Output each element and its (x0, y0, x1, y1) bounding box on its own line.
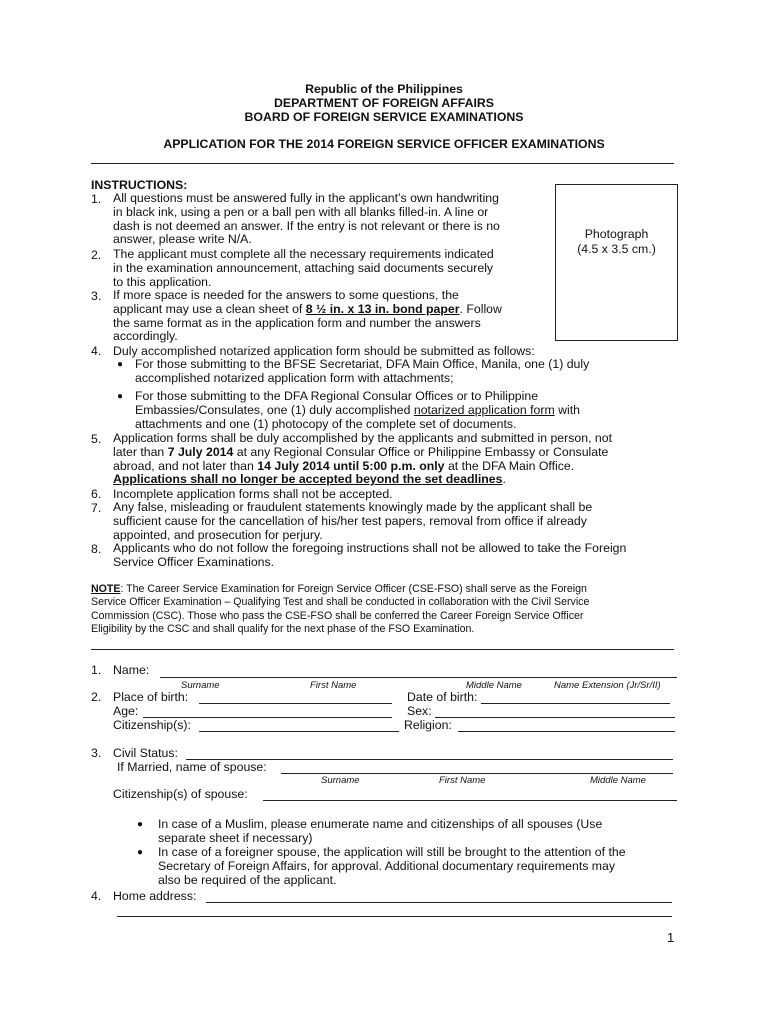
instruction-2-line: The applicant must complete all the necessary requirements indicated (113, 247, 494, 261)
muslim-note (158, 818, 677, 846)
instruction-2-line: to this application. (113, 274, 212, 289)
instructions-heading: INSTRUCTIONS: (91, 178, 188, 192)
page-number: 1 (667, 930, 675, 945)
instruction-3-text: . Follow (459, 301, 502, 316)
instruction-1-line: answer, please write N/A. (113, 232, 252, 247)
q4-number: 4. (91, 889, 102, 903)
civil-status-label: Civil Status: (113, 746, 178, 760)
instruction-4-lead: Duly accomplished notarized application form should be submitted as follows: (113, 344, 535, 358)
bullet-icon: ● (137, 847, 144, 858)
instruction-3 (113, 289, 540, 344)
note-line (91, 583, 677, 596)
header-divider (91, 163, 674, 164)
instruction-2-number: 2. (91, 248, 102, 262)
bullet-icon: ● (137, 819, 144, 830)
bond-paper-size: 8 ½ in. x 13 in. bond paper (305, 301, 460, 316)
instruction-5-line (113, 446, 677, 460)
instruction-5-text: at the DFA Main Office. (444, 458, 575, 473)
instruction-5-line: Application forms shall be duly accomplished by the applicants and submitted in person, not (113, 431, 612, 445)
instruction-5-number: 5. (91, 432, 102, 446)
name-field[interactable] (160, 677, 677, 678)
photograph-box (555, 184, 678, 341)
instruction-1-line: in black ink, using a pen or a ball pen with all blanks filled-in. A line or (113, 204, 489, 219)
header-republic: Republic of the Philippines (305, 82, 463, 96)
name-sub-extension: Name Extension (Jr/Sr/II) (554, 680, 661, 691)
notarized-application-form: notarized application form (413, 402, 555, 417)
form-title: APPLICATION FOR THE 2014 FOREIGN SERVICE OFFICER EXAMINATIONS (163, 137, 605, 151)
place-of-birth-field[interactable] (199, 703, 392, 704)
age-label: Age: (113, 704, 139, 718)
instruction-6: Incomplete application forms shall not be accepted. (113, 487, 393, 501)
citizenship-field[interactable] (199, 731, 399, 732)
instruction-7-line: appointed, and prosecution for perjury. (113, 527, 323, 542)
note-line: Service Officer Examination – Qualifying Test and shall be conducted in collaboration with the Civil Service (91, 596, 590, 609)
photograph-label: Photograph (584, 227, 649, 241)
home-address-label: Home address: (113, 889, 197, 903)
name-label: Name: (113, 663, 150, 677)
instruction-8-line: Applicants who do not follow the foregoing instructions shall not be allowed to take the Foreign (113, 541, 627, 555)
q2-number: 2. (91, 690, 102, 704)
instruction-3-line (113, 303, 540, 317)
instruction-5-text: later than (113, 444, 168, 459)
bullet-line: accomplished notarized application form with attachments; (135, 370, 454, 385)
spouse-name-field[interactable] (281, 773, 673, 774)
place-of-birth-label: Place of birth: (113, 690, 189, 704)
instruction-5-line (113, 473, 677, 487)
instruction-1 (113, 192, 540, 247)
note-label: NOTE (91, 583, 121, 595)
deadline-main-office: 14 July 2014 until 5:00 p.m. only (257, 458, 445, 473)
instruction-5-text: . (502, 472, 506, 487)
instruction-5-line (113, 460, 677, 474)
deadline-consular: 7 July 2014 (167, 444, 234, 459)
instruction-1-line: dash is not deemed an answer. If the entry is not relevant or there is no (113, 218, 500, 233)
bullet-line (135, 404, 677, 418)
instruction-4-bullet-2 (135, 390, 677, 431)
home-address-field-2[interactable] (117, 916, 672, 917)
instruction-7 (113, 501, 677, 542)
q1-number: 1. (91, 663, 102, 677)
q3-number: 3. (91, 746, 102, 760)
bullet-line: attachments and one (1) photocopy of the complete set of documents. (135, 416, 517, 431)
spouse-sub-first-name: First Name (439, 775, 486, 786)
instruction-5 (113, 432, 677, 487)
bullet-line: For those submitting to the DFA Regional Consular Offices or to Philippine (135, 389, 539, 403)
instruction-8 (113, 542, 677, 570)
bullet-line: In case of a foreigner spouse, the application will still be brought to the attention of the (158, 845, 626, 859)
sex-field[interactable] (435, 717, 675, 718)
name-sub-surname: Surname (181, 680, 220, 691)
header-department: DEPARTMENT OF FOREIGN AFFAIRS (274, 96, 494, 110)
spouse-sub-surname: Surname (321, 775, 360, 786)
bullet-line: also be required of the applicant. (158, 872, 337, 887)
spouse-sub-middle-name: Middle Name (590, 775, 646, 786)
bullet-line: For those submitting to the BFSE Secretariat, DFA Main Office, Manila, one (1) duly (135, 357, 590, 371)
bullet-line: separate sheet if necessary) (158, 830, 313, 845)
instruction-3-line: If more space is needed for the answers to some questions, the (113, 288, 459, 302)
instruction-5-text: abroad, and not later than (113, 458, 258, 473)
instruction-8-number: 8. (91, 542, 102, 556)
instruction-4-number: 4. (91, 344, 102, 358)
date-of-birth-label: Date of birth: (407, 690, 478, 704)
instruction-3-text: applicant may use a clean sheet of (113, 301, 306, 316)
instruction-2 (113, 248, 540, 289)
note-line: Eligibility by the CSC and shall qualify for the next phase of the FSO Examination. (91, 623, 475, 636)
instruction-2-line: in the examination announcement, attaching said documents securely (113, 260, 494, 275)
instruction-3-line: the same format as in the application form and number the answers (113, 315, 481, 330)
bullet-text: with (554, 402, 580, 417)
note-paragraph (91, 583, 677, 637)
bullet-icon: ● (117, 391, 124, 402)
instruction-7-line: sufficient cause for the cancellation of his/her test papers, removal from office if already (113, 513, 587, 528)
spouse-name-label: If Married, name of spouse: (117, 760, 267, 774)
instruction-7-line: Any false, misleading or fraudulent statements knowingly made by the applicant shall be (113, 500, 593, 514)
date-of-birth-field[interactable] (481, 703, 670, 704)
name-sub-middle-name: Middle Name (466, 680, 522, 691)
instruction-8-line: Service Officer Examinations. (113, 554, 275, 569)
name-sub-first-name: First Name (310, 680, 357, 691)
instruction-1-number: 1. (91, 192, 102, 206)
spouse-citizenship-label: Citizenship(s) of spouse: (113, 787, 248, 801)
home-address-field[interactable] (206, 902, 672, 903)
deadline-warning: Applications shall no longer be accepted beyond the set deadlines (113, 472, 503, 487)
note-text: : The Career Service Examination for Foreign Service Officer (CSE-FSO) shall serve as the Foreign (120, 583, 587, 595)
bullet-icon: ● (117, 359, 124, 370)
photograph-size: (4.5 x 3.5 cm.) (577, 242, 656, 256)
note-line: Commission (CSC). Those who pass the CSE-FSO shall be conferred the Career Foreign Service Officer (91, 609, 584, 622)
bullet-line: In case of a Muslim, please enumerate name and citizenships of all spouses (Use (158, 817, 603, 831)
instruction-3-line: accordingly. (113, 329, 178, 344)
instruction-1-line: All questions must be answered fully in the applicant’s own handwriting (113, 191, 499, 205)
religion-label: Religion: (404, 718, 452, 732)
bullet-line: Secretary of Foreign Affairs, for approval. Additional documentary requirements may (158, 858, 616, 873)
instruction-5-text: at any Regional Consular Office or Philippine Embassy or Consulate (233, 444, 609, 459)
instruction-4-bullet-1 (135, 358, 677, 386)
sex-label: Sex: (407, 704, 432, 718)
instruction-7-number: 7. (91, 501, 102, 515)
header-board: BOARD OF FOREIGN SERVICE EXAMINATIONS (244, 110, 524, 124)
spouse-citizenship-field[interactable] (263, 800, 677, 801)
foreigner-spouse-note (158, 846, 677, 887)
instruction-6-number: 6. (91, 487, 102, 501)
religion-field[interactable] (458, 731, 675, 732)
instruction-3-number: 3. (91, 289, 102, 303)
citizenship-label: Citizenship(s): (113, 718, 191, 732)
note-divider (91, 649, 674, 650)
bullet-text: Embassies/Consulates, one (1) duly accomplished (135, 402, 414, 417)
